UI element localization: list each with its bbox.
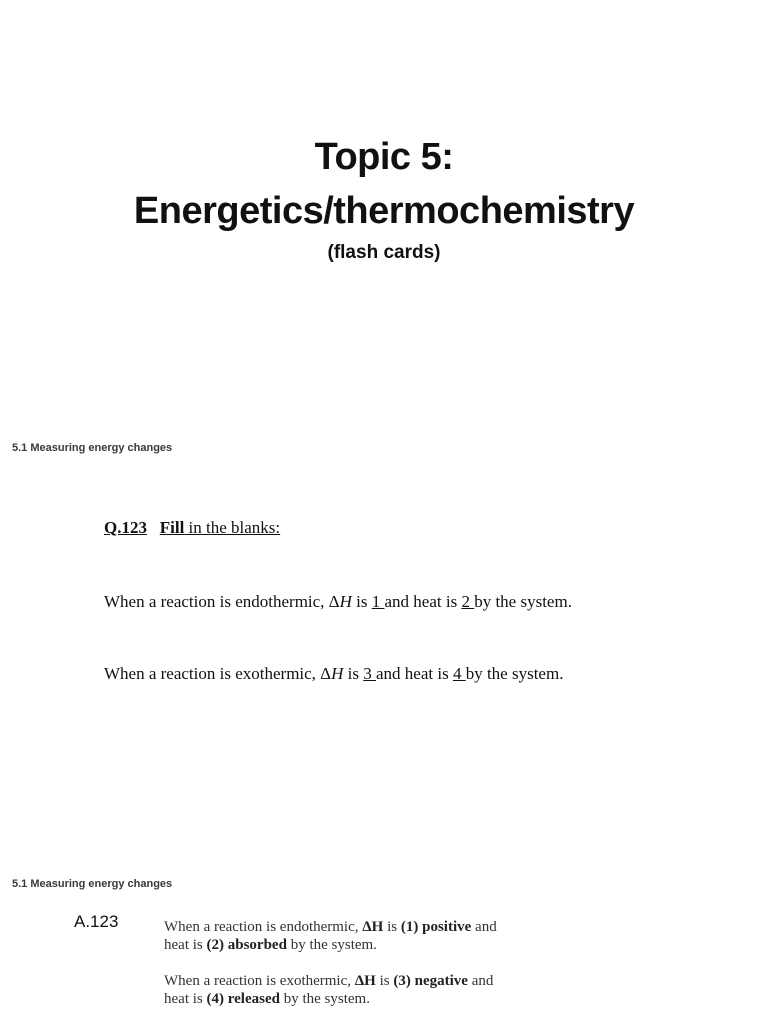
section-label-answer: 5.1 Measuring energy changes: [12, 878, 173, 890]
text-segment: is: [351, 592, 372, 611]
question-heading-rest: in the blanks:: [188, 518, 281, 537]
answer-id: A.123: [74, 912, 119, 931]
text-segment: is: [383, 919, 401, 935]
text-segment: by the system.: [286, 937, 377, 953]
text-segment: by the system.: [465, 664, 564, 683]
question-fill-word: Fill: [159, 518, 185, 537]
question-line-endothermic: [104, 592, 572, 612]
text-segment: by the system.: [474, 592, 572, 611]
text-segment: is: [375, 973, 394, 989]
page-subtitle: (flash cards): [327, 242, 441, 263]
text-segment: When a reaction is exothermic,: [164, 973, 355, 989]
text-segment: When a reaction is exothermic, Δ: [104, 664, 332, 683]
text-segment: When a reaction is endothermic,: [164, 919, 363, 935]
text-segment: (2): [206, 937, 224, 953]
text-segment: is: [343, 664, 364, 683]
answer-word-negative: negative: [414, 973, 468, 989]
question-id: Q.123: [104, 518, 147, 537]
blank-2: 2: [461, 592, 475, 611]
text-segment: (1): [400, 919, 419, 935]
answer-word-positive: positive: [422, 919, 472, 935]
answer-word-absorbed: absorbed: [227, 937, 287, 953]
text-segment: When a reaction is endothermic, Δ: [104, 592, 340, 611]
question-heading: [104, 518, 280, 538]
answer-paragraph-exothermic: [164, 972, 497, 1008]
text-segment: and: [467, 973, 494, 989]
text-segment: (3): [393, 973, 411, 989]
text-segment: heat is: [164, 991, 207, 1007]
blank-4: 4: [452, 664, 466, 683]
question-line-exothermic: [104, 664, 563, 684]
text-segment: and heat is: [384, 592, 462, 611]
text-segment: H: [331, 664, 344, 683]
text-segment: ΔH: [354, 973, 376, 989]
text-segment: by the system.: [279, 991, 370, 1007]
blank-1: 1: [371, 592, 385, 611]
text-segment: (4): [206, 991, 224, 1007]
page-title-line-2: Energetics/thermochemistry: [133, 190, 635, 232]
text-segment: and heat is: [376, 664, 453, 683]
answer-block: [164, 918, 497, 1026]
blank-3: 3: [363, 664, 376, 683]
answer-word-released: released: [227, 991, 280, 1007]
text-segment: H: [339, 592, 352, 611]
answer-paragraph-endothermic: [164, 918, 497, 954]
section-label-question: 5.1 Measuring energy changes: [12, 442, 173, 454]
text-segment: ΔH: [362, 919, 384, 935]
page-title-line-1: Topic 5:: [314, 136, 454, 178]
text-segment: and: [471, 919, 497, 935]
title-block: [0, 130, 768, 268]
text-segment: heat is: [164, 937, 207, 953]
